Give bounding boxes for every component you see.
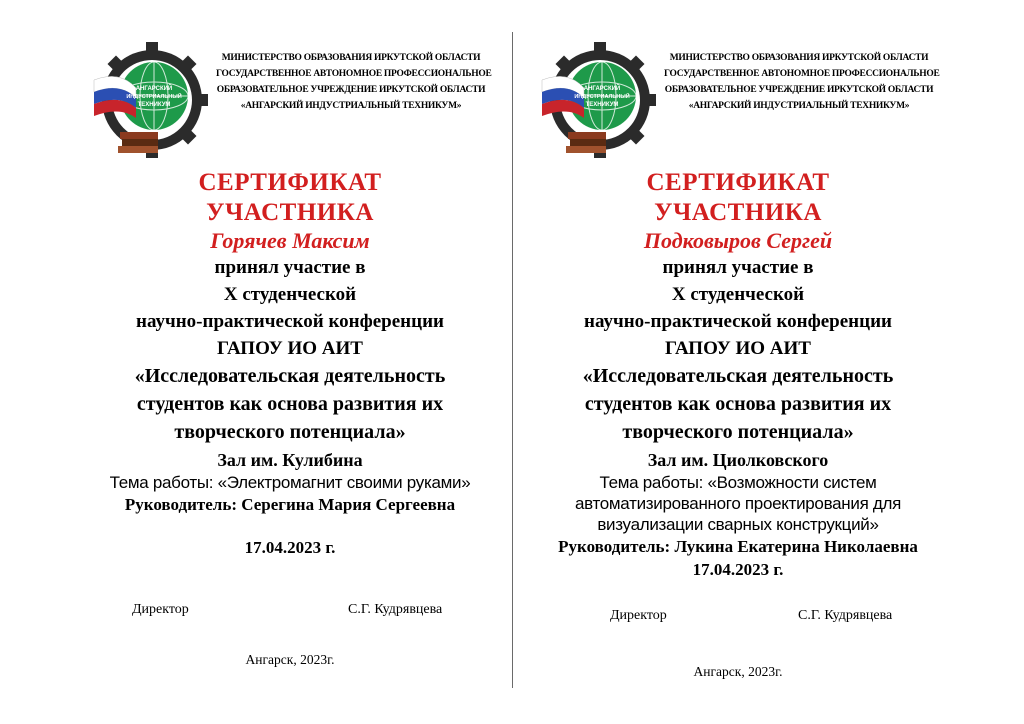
work-topic: Тема работы: «Электромагнит своими руками» [109, 473, 471, 492]
theme-line-1: «Исследовательская деятельность [134, 365, 446, 387]
theme-line-3: творческого потенциала» [174, 421, 406, 443]
director-name: С.Г. Кудрявцева [798, 608, 893, 623]
certificate-left [40, 0, 540, 724]
supervisor: Руководитель: Серегина Мария Сергеевна [124, 495, 456, 514]
theme-line-2: студентов как основа развития их [584, 393, 892, 415]
director-label: Директор [132, 602, 189, 617]
director-name: С.Г. Кудрявцева [348, 602, 443, 617]
conference-line-2: научно-практической конференции [136, 311, 444, 332]
theme-line-3: творческого потенциала» [622, 421, 854, 443]
ministry-header [664, 50, 940, 114]
certificate-title: СЕРТИФИКАТ [198, 169, 382, 196]
city-year: Ангарск, 2023г. [245, 652, 335, 667]
hall-name: Зал им. Кулибина [217, 450, 363, 470]
conference-line-1: X студенческой [223, 284, 357, 305]
svg-text:ИНДУСТРИАЛЬНЫЙ: ИНДУСТРИАЛЬНЫЙ [126, 94, 182, 100]
header-line: «АНГАРСКИЙ ИНДУСТРИАЛЬНЫЙ ТЕХНИКУМ» [688, 101, 910, 111]
svg-text:ИНДУСТРИАЛЬНЫЙ: ИНДУСТРИАЛЬНЫЙ [574, 94, 630, 100]
conference-line-1: X студенческой [671, 284, 805, 305]
city-year: Ангарск, 2023г. [693, 664, 783, 679]
conference-line-2: научно-практической конференции [584, 311, 892, 332]
svg-text:ТЕХНИКУМ: ТЕХНИКУМ [585, 102, 619, 108]
svg-text:АНГАРСКИЙ: АНГАРСКИЙ [583, 86, 621, 92]
ministry-header [216, 50, 492, 114]
work-topic-line: автоматизированного проектирования для [574, 494, 902, 513]
header-line: МИНИСТЕРСТВО ОБРАЗОВАНИЯ ИРКУТСКОЙ ОБЛАСТИ [221, 53, 481, 63]
theme-line-1: «Исследовательская деятельность [582, 365, 894, 387]
certificate-date: 17.04.2023 г. [692, 560, 784, 579]
certificate-right [488, 0, 988, 724]
svg-text:ТЕХНИКУМ: ТЕХНИКУМ [137, 102, 171, 108]
technikum-logo-icon [90, 40, 210, 160]
work-topic-line: Тема работы: «Возможности систем [599, 473, 877, 492]
participated-line: принял участие в [662, 257, 814, 278]
header-line: ОБРАЗОВАТЕЛЬНОЕ УЧРЕЖДЕНИЕ ИРКУТСКОЙ ОБЛАСТИ [664, 85, 934, 95]
supervisor: Руководитель: Лукина Екатерина Николаевна [558, 537, 918, 556]
director-label: Директор [610, 608, 667, 623]
certificate-date: 17.04.2023 г. [244, 538, 336, 557]
hall-name: Зал им. Циолковского [647, 450, 829, 470]
header-line: ГОСУДАРСТВЕННОЕ АВТОНОМНОЕ ПРОФЕССИОНАЛЬНОЕ [216, 69, 492, 79]
theme-line-2: студентов как основа развития их [136, 393, 444, 415]
svg-text:АНГАРСКИЙ: АНГАРСКИЙ [135, 86, 173, 92]
organization-line: ГАПОУ ИО АИТ [665, 338, 811, 359]
organization-line: ГАПОУ ИО АИТ [217, 338, 363, 359]
header-line: ГОСУДАРСТВЕННОЕ АВТОНОМНОЕ ПРОФЕССИОНАЛЬНОЕ [664, 69, 940, 79]
header-line: ОБРАЗОВАТЕЛЬНОЕ УЧРЕЖДЕНИЕ ИРКУТСКОЙ ОБЛАСТИ [216, 85, 486, 95]
participated-line: принял участие в [214, 257, 366, 278]
certificate-body [528, 168, 948, 581]
certificate-title-sub: УЧАСТНИКА [206, 199, 374, 226]
header-line: МИНИСТЕРСТВО ОБРАЗОВАНИЯ ИРКУТСКОЙ ОБЛАСТИ [669, 53, 929, 63]
certificate-title: СЕРТИФИКАТ [646, 169, 830, 196]
technikum-logo-icon [538, 40, 658, 160]
participant-name: Горячев Максим [210, 228, 370, 253]
header-line: «АНГАРСКИЙ ИНДУСТРИАЛЬНЫЙ ТЕХНИКУМ» [240, 101, 462, 111]
certificate-title-sub: УЧАСТНИКА [654, 199, 822, 226]
work-topic-line: визуализации сварных конструкций» [597, 515, 879, 534]
certificate-body [80, 168, 500, 559]
participant-name: Подковыров Сергей [643, 228, 833, 253]
